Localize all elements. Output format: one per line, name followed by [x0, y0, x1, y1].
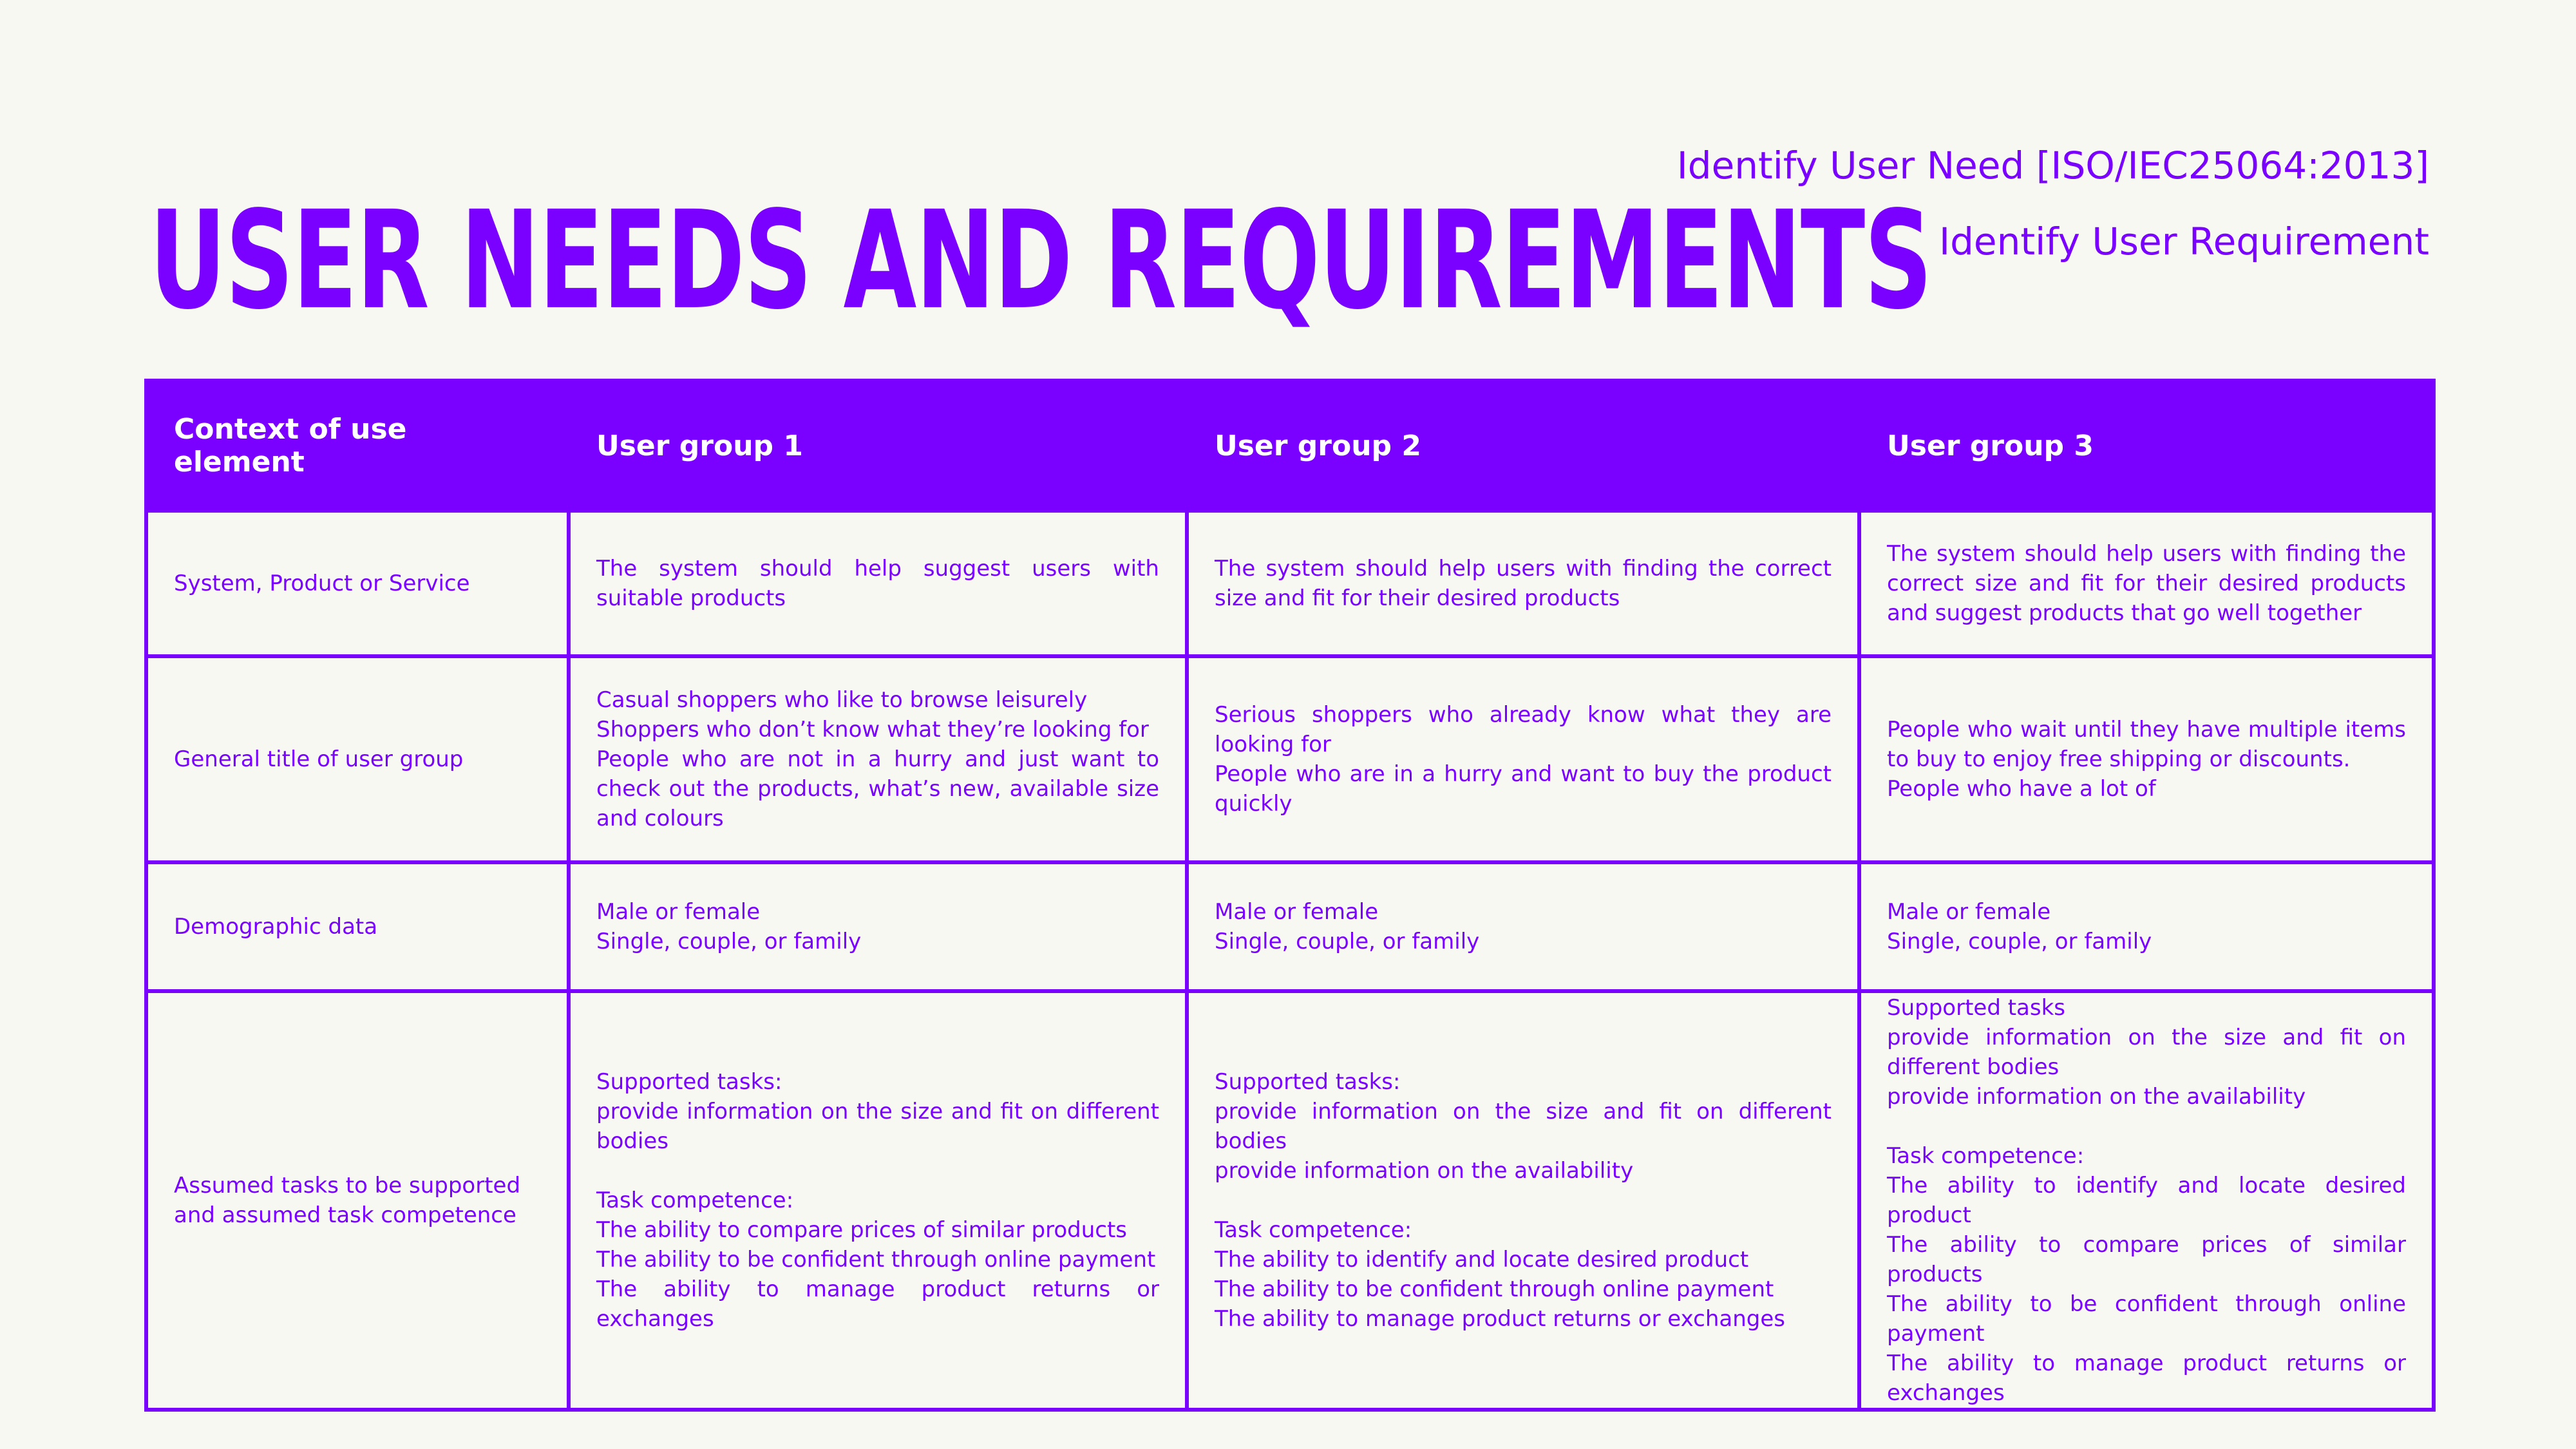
- table-cell: [569, 656, 1187, 862]
- cell-line: People who are not in a hurry and just want to check out the products, what’s new, available size and colours: [596, 746, 1159, 831]
- cell-line: The ability to compare prices of similar products: [1887, 1232, 2406, 1287]
- cell-spacer: [1215, 1186, 1832, 1215]
- cell-line: People who wait until they have multiple items to buy to enjoy free shipping or discounts.: [1887, 717, 2406, 772]
- cell-line: Serious shoppers who already know what they are looking for: [1215, 702, 1832, 757]
- cell-line: Supported tasks: [1887, 995, 2065, 1021]
- cell-line: People who are in a hurry and want to buy the product quickly: [1215, 761, 1832, 817]
- requirements-table: [144, 379, 2436, 1412]
- cell-spacer: [596, 1156, 1159, 1186]
- table-cell: [1859, 511, 2434, 656]
- cell-line: Male or female: [1887, 899, 2051, 925]
- cell-line: Single, couple, or family: [596, 929, 862, 954]
- cell-line: Shoppers who don’t know what they’re looking for: [596, 717, 1149, 743]
- header-user-group-2: User group 2: [1187, 381, 1859, 511]
- cell-line: Single, couple, or family: [1887, 929, 2152, 954]
- table-row: [146, 511, 2434, 656]
- table-row: [146, 991, 2434, 1410]
- cell-line: People who have a lot of: [1887, 776, 2156, 802]
- cell-line: Supported tasks:: [596, 1069, 782, 1095]
- cell-line: The system should help users with finding the correct size and fit for their desired products: [1215, 556, 1832, 611]
- table-cell: [1859, 991, 2434, 1410]
- table-row: [146, 656, 2434, 862]
- cell-line: provide information on the size and fit on different bodies: [1215, 1099, 1832, 1154]
- cell-line: Supported tasks:: [1215, 1069, 1401, 1095]
- cell-line: The system should help suggest users with suitable products: [596, 556, 1159, 611]
- cell-line: Casual shoppers who like to browse leisurely: [596, 687, 1088, 713]
- row-label: System, Product or Service: [146, 511, 569, 656]
- cell-line: The ability to identify and locate desired product: [1215, 1247, 1749, 1273]
- table-cell: [1187, 991, 1859, 1410]
- cell-line: The ability to compare prices of similar products: [596, 1217, 1127, 1243]
- table-cell: [569, 991, 1187, 1410]
- cell-line: The ability to manage product returns or exchanges: [596, 1276, 1159, 1332]
- header-user-group-1: User group 1: [569, 381, 1187, 511]
- page-title: USER NEEDS AND REQUIREMENTS: [149, 182, 1932, 339]
- table-cell: [1187, 862, 1859, 991]
- table-cell: [1859, 656, 2434, 862]
- cell-line: The system should help users with finding the correct size and fit for their desired products and suggest products that go well together: [1887, 541, 2406, 626]
- cell-line: provide information on the size and fit on different bodies: [596, 1099, 1159, 1154]
- cell-line: The ability to identify and locate desired product: [1887, 1173, 2406, 1228]
- table-cell: [1859, 862, 2434, 991]
- cell-line: Task competence:: [596, 1188, 794, 1213]
- cell-line: provide information on the availability: [1215, 1158, 1634, 1184]
- table-cell: [1187, 656, 1859, 862]
- cell-line: Task competence:: [1215, 1217, 1412, 1243]
- cell-line: Male or female: [596, 899, 761, 925]
- cell-line: The ability to be confident through online payment: [1887, 1291, 2406, 1347]
- cell-line: The ability to be confident through online payment: [596, 1247, 1156, 1273]
- cell-line: provide information on the availability: [1887, 1084, 2306, 1110]
- cell-line: provide information on the size and fit on different bodies: [1887, 1025, 2406, 1080]
- table-row: [146, 862, 2434, 991]
- table-header-row: [146, 381, 2434, 511]
- cell-line: The ability to be confident through online payment: [1215, 1276, 1774, 1302]
- cell-line: Male or female: [1215, 899, 1379, 925]
- header-user-group-3: User group 3: [1859, 381, 2434, 511]
- row-label: General title of user group: [146, 656, 569, 862]
- row-label: Assumed tasks to be supported and assumed task competence: [146, 991, 569, 1410]
- header-context-of-use: Context of use element: [146, 381, 569, 511]
- table-cell: [569, 862, 1187, 991]
- subtitle-user-need: Identify User Need [ISO/IEC25064:2013]: [1676, 144, 2429, 187]
- row-label: Demographic data: [146, 862, 569, 991]
- table-cell: [1187, 511, 1859, 656]
- subtitle-user-requirement: Identify User Requirement: [1938, 220, 2429, 263]
- table-cell: [569, 511, 1187, 656]
- cell-line: Single, couple, or family: [1215, 929, 1480, 954]
- cell-line: Task competence:: [1887, 1143, 2085, 1169]
- cell-spacer: [1887, 1112, 2406, 1141]
- cell-line: The ability to manage product returns or exchanges: [1887, 1350, 2406, 1406]
- cell-line: The ability to manage product returns or exchanges: [1215, 1306, 1785, 1332]
